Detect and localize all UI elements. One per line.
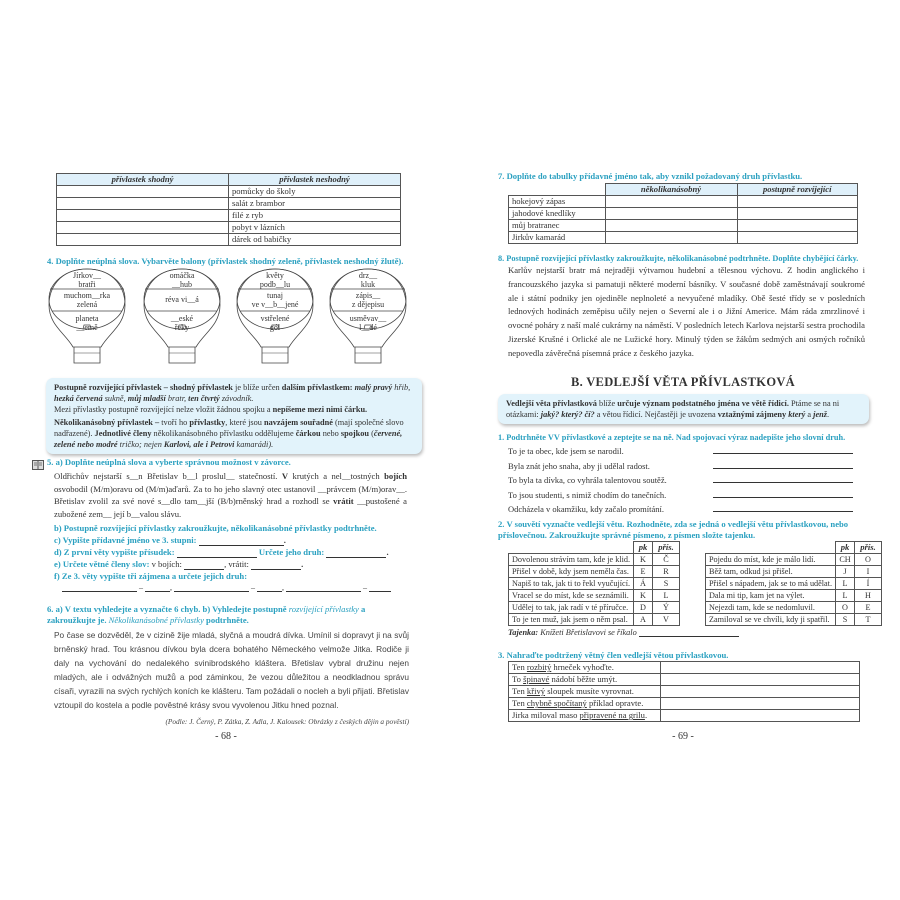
balloon-bottom-text — [47, 314, 127, 332]
attribute-table — [56, 173, 401, 246]
table-row — [706, 590, 882, 602]
answer-blank[interactable] — [251, 560, 301, 570]
task-5f: f) Ze 3. věty vypište tři zájmena a určete jejich druh: — [54, 571, 248, 581]
task-5c: c) Vypište přídavné jméno ve 3. stupni: . — [54, 535, 286, 545]
table-cell: filé z ryb — [229, 210, 401, 222]
balloon-line: drz__ — [358, 271, 378, 280]
adjective-table — [508, 183, 858, 244]
task-5-text: Oldřichův nejstarší s__n Břetislav b__l proslul__ statečností. V krutých a nel__tostných bojích osvobodil (M/m)oravu od (M/m)aďarů. Za to ho jeho slavný otec ustanovil __právcem (M/m)orav__. Břetislav zvolil za své nové s__dlo tam__jší (B/b)rněnský hrad a rozhodl se vrátit __pustošené a zubožené zem__ její b__valou slávu. — [54, 471, 408, 520]
answer-blank[interactable] — [713, 459, 853, 469]
info-box-clause: Vedlejší věta přívlastková blíže určuje význam podstatného jména ve větě řídicí. Ptáme se na ni otázkami: jaký? který? čí? a větou řídicí. Nejčastěji je uvozena vztažnými zájmeny který a jenž. — [498, 394, 869, 424]
letter-pris[interactable]: H — [855, 590, 882, 602]
table-row — [509, 686, 860, 698]
balloon-middle-text — [235, 291, 315, 309]
answer-blank[interactable] — [713, 488, 853, 498]
letter-pk[interactable]: D — [634, 602, 653, 614]
answer-blank[interactable] — [199, 536, 284, 546]
page-number-68: - 68 - — [215, 731, 237, 742]
task-8-text: Karlův nejstarší bratr má nejraději výtvarnou hudební a tělesnou výchovu. Z hodin anglického i francouzského jazyka si pamatuji některé moderní básníky. V současné době zaměstnávají soukromé ale i státní podniky jen ojediněle neplnoleté a nevyučené mladíky. Obě šesté třídy se v posledních lednových hodinách zeměpisu učily nejen o Severní ale i o Jižní Americe. Mám ráda zmrzlinové i ovocné poháry z naší malé cukrárny na náměstí. V posledních letech Karlova nejstarší sestra prochodila Jizerské Krušné i Orlické ale ne Lužické hory. Minulý týden se žákům sedmých ani osmých ročníků nepovedla závěrečná písemná práce z českého jazyka. — [508, 265, 865, 358]
table-cell: jahodové knedlíky — [509, 208, 606, 220]
task-1-sentences — [508, 444, 853, 517]
sentence: To je ta obec, kde jsem se narodil. — [508, 446, 624, 456]
sentence-cell: Přišel v době, kdy jsem neměla čas. — [509, 566, 634, 578]
table-row — [57, 210, 401, 222]
page-number-69: - 69 - — [672, 731, 694, 742]
balloon-line: Jírkov__ — [73, 271, 101, 280]
letter-pris[interactable]: S — [653, 578, 680, 590]
letter-pk[interactable]: K — [634, 590, 653, 602]
task-7-title: 7. Doplňte do tabulky přídavné jméno tak, aby vznikl požadovaný druh přívlastku. — [498, 171, 803, 181]
answer-cell[interactable] — [605, 220, 737, 232]
answer-cell[interactable] — [661, 674, 860, 686]
table-row — [509, 208, 858, 220]
header-shodny: přívlastek shodný — [57, 174, 229, 186]
info-paragraph-1: Postupně rozvíjející přívlastek – shodný přívlastek je blíže určen dalším přívlastkem: malý pravý hřib, hezká červená sukně, můj mladší bratr, ten čtvrtý závodník. — [54, 383, 411, 403]
sentence-cell: Ten rozbitý hrneček vyhoďte. — [509, 662, 661, 674]
replace-table — [508, 661, 860, 722]
answer-blank[interactable] — [286, 582, 361, 592]
sentence: Byla znát jeho snaha, aby ji udělal radost. — [508, 460, 650, 471]
answer-cell[interactable] — [661, 662, 860, 674]
header-neshodny: přívlastek neshodný — [229, 174, 401, 186]
table-row — [57, 222, 401, 234]
letter-pris[interactable]: O — [855, 554, 882, 566]
letter-pk[interactable]: A — [634, 614, 653, 626]
page-69 — [450, 0, 900, 900]
source-citation: (Podle: J. Černý, P. Zátka, Z. Adla, J. Kalousek: Obrázky z českých dějin a pověstí) — [165, 717, 409, 726]
sentence-cell: Běž tam, odkud jsi přišel. — [706, 566, 836, 578]
answer-blank[interactable] — [713, 473, 853, 483]
table-row — [509, 698, 860, 710]
balloon-line: __hub — [172, 280, 192, 289]
letter-pk[interactable]: Á — [634, 578, 653, 590]
list-item — [508, 488, 853, 503]
answer-cell[interactable] — [605, 196, 737, 208]
underlined-phrase: rozbitý — [526, 662, 552, 672]
table-row — [509, 590, 680, 602]
answer-blank[interactable] — [369, 582, 391, 592]
table-cell: můj bratranec — [509, 220, 606, 232]
table-row — [509, 674, 860, 686]
task-1-title: 1. Podtrhněte VV přívlastkové a zeptejte se na ně. Nad spojovací výraz nadepište jeho slovní druh. — [498, 433, 846, 442]
balloon-line: __emě — [76, 323, 98, 332]
task-5e: e) Určete větné členy slov: v bojích: , vrátit: . — [54, 559, 304, 569]
answer-blank[interactable] — [177, 548, 257, 558]
section-heading: B. VEDLEJŠÍ VĚTA PŘÍVLASTKOVÁ — [570, 375, 796, 389]
clause-table-left — [508, 541, 680, 626]
answer-blank[interactable] — [326, 548, 386, 558]
sentence: To byla ta dívka, co vyhrála talentovou soutěž. — [508, 475, 667, 485]
balloon-middle-text — [142, 295, 222, 304]
header-postupne: postupně rozvíjející — [737, 184, 858, 196]
balloon[interactable] — [47, 267, 127, 377]
balloon-top-text — [328, 271, 408, 289]
letter-pris[interactable]: T — [855, 614, 882, 626]
sentence: To jsou studenti, s nimiž chodím do tanečních. — [508, 489, 667, 500]
task-5f-blanks: – , – , – — [62, 582, 407, 592]
letter-pris[interactable]: Ý — [653, 602, 680, 614]
answer-blank[interactable] — [184, 560, 224, 570]
header-pk: pk — [836, 542, 855, 554]
info-paragraph-2: Mezi přívlastky postupně rozvíjející nelze vložit žádnou spojku a nepíšeme mezi nimi čárku. — [54, 405, 368, 414]
balloon-top-text — [142, 271, 222, 289]
table-row — [57, 198, 401, 210]
answer-blank[interactable] — [145, 582, 170, 592]
tajenka: Tajenka: Knížeti Břetislavovi se říkalo — [508, 627, 808, 637]
table-row — [509, 220, 858, 232]
balloon-line: vstřelené — [260, 314, 290, 323]
answer-cell[interactable] — [57, 186, 229, 198]
task-6-text: Po čase se dozvěděl, že v cizině žije mladá, slyčná a moudrá dívka. Umínil si dopravyt ji na svůj brněnský hrad. Tou krásnou dívkou byla dcera bohatého Německého velmože Jitka. Rodiče ji daly na vychování do nedalekého svinibrodského kláštera. Břetislav vybral družinu nejen mladých, ale i odvážných mužů a pod záminkou, že vezou důležitou a neodkladnou správu císaři, vyrazili na svých rychlých koních ke klášteru. Tam požádali o nocleh a byli přijati. Břetislav vztoupil do kostela a podle pověstné krásy svou vyvolenou Jitku hned poznal. — [54, 630, 409, 710]
table-header-row — [706, 542, 882, 554]
letter-pk[interactable]: E — [634, 566, 653, 578]
task-6-title: 6. a) V textu vyhledejte a vyznačte 6 chyb. b) Vyhledejte postupně rozvíjející přívlastky a zakroužkujte je. Několikanásobné přívlastky podtrhněte. — [47, 604, 366, 625]
task-3-title: 3. Nahraďte podtržený větný člen vedlejší větou přívlastkovou. — [498, 650, 729, 660]
header-pris: přís. — [653, 542, 680, 554]
table-cell: Jirkův kamarád — [509, 232, 606, 244]
balloon-line: z dějepisu — [351, 300, 385, 309]
table-row — [509, 554, 680, 566]
table-cell: pomůcky do školy — [229, 186, 401, 198]
task-5d: d) Z první věty vypište přísudek: Určete jeho druh: . — [54, 547, 389, 557]
table-row — [57, 234, 401, 246]
balloon-top-text — [47, 271, 127, 289]
balloon-line: l__dé — [359, 323, 377, 332]
table-row — [509, 662, 860, 674]
letter-pris[interactable]: Í — [855, 578, 882, 590]
empty-header — [509, 542, 634, 554]
letter-pris[interactable]: L — [653, 590, 680, 602]
sentence-cell: Vracel se do míst, kde se seznámili. — [509, 590, 634, 602]
balloon-line: bratři — [78, 280, 96, 289]
balloon-bottom-text — [328, 314, 408, 332]
sentence-cell: Dala mi tip, kam jet na výlet. — [706, 590, 836, 602]
sentence-cell: Přišel s nápadem, jak se to má udělat. — [706, 578, 836, 590]
answer-cell[interactable] — [57, 198, 229, 210]
answer-blank[interactable] — [713, 444, 853, 454]
answer-cell[interactable] — [737, 208, 858, 220]
balloon-line: __eské — [170, 314, 194, 323]
sentence-cell: To špinavé nádobí běžte umýt. — [509, 674, 661, 686]
sentence-cell: Ten křivý sloupek musíte vyrovnat. — [509, 686, 661, 698]
task-8-title: 8. Postupně rozvíjející přívlastky zakroužkujte, několikanásobné podtrhněte. Doplňte chybějící čárky. — [498, 254, 859, 263]
letter-pk[interactable]: L — [836, 590, 855, 602]
sentence-cell: Zamiloval se ve chvíli, kdy ji spatřil. — [706, 614, 836, 626]
letter-pris[interactable]: V — [653, 614, 680, 626]
list-item — [508, 444, 853, 459]
table-row — [509, 710, 860, 722]
table-row — [509, 602, 680, 614]
balloon-line: omáčka — [169, 271, 195, 280]
table-cell: hokejový zápas — [509, 196, 606, 208]
answer-cell[interactable] — [661, 710, 860, 722]
table-cell: salát z brambor — [229, 198, 401, 210]
task-5b: b) Postupně rozvíjející přívlastky zakroužkujte, několikanásobné přívlastky podtrhněte. — [54, 523, 377, 533]
sentence-cell: Napiš to tak, jak ti to řekl vyučující. — [509, 578, 634, 590]
sentence-cell: Nejezdi tam, kde se nedomluvil. — [706, 602, 836, 614]
table-row — [706, 566, 882, 578]
list-item — [508, 502, 853, 517]
underlined-phrase: špinavé — [523, 674, 550, 684]
letter-pk[interactable]: L — [836, 578, 855, 590]
balloon[interactable] — [142, 267, 222, 377]
balloon-line: květy — [266, 271, 284, 280]
balloon-line: planeta — [75, 314, 99, 323]
table-row — [509, 566, 680, 578]
sentence-cell: Jirka miloval maso připravené na grilu. — [509, 710, 661, 722]
info-paragraph-3: Několikanásobný přívlastek – tvoří ho přívlastky, které jsou navzájem souřadné (mají společné slovo nadřazené). Jednotlivé členy několikanásobného přívlastku oddělujeme čárkou nebo spojkou (červené, zelené nebo modré tričko; nejen Karlovi, ale i Petrovi kamarádi). — [54, 418, 404, 449]
balloon-bottom-text — [142, 314, 222, 332]
answer-blank[interactable] — [62, 582, 137, 592]
answer-cell[interactable] — [661, 698, 860, 710]
balloon-line: tunaj — [267, 291, 283, 300]
balloon-line: ve v__b__jené — [251, 300, 299, 309]
table-row — [706, 602, 882, 614]
header-pk: pk — [634, 542, 653, 554]
balloon-line: gól — [269, 323, 281, 332]
table-row — [509, 196, 858, 208]
balloon-line: muchom__rka — [63, 291, 111, 300]
sentence-cell: Ten chybně spočítaný příklad opravte. — [509, 698, 661, 710]
answer-cell[interactable] — [661, 686, 860, 698]
list-item — [508, 459, 853, 474]
balloon-middle-text — [47, 291, 127, 309]
underlined-phrase: chybně spočítaný — [526, 698, 587, 708]
balloon-line: řeky — [174, 323, 190, 332]
book-icon — [32, 457, 46, 467]
balloon-line: kluk — [360, 280, 376, 289]
clause-table-right — [705, 541, 882, 626]
balloon-line: zelená — [76, 300, 98, 309]
empty-header — [706, 542, 836, 554]
sentence: Odcházela v okamžiku, kdy začalo promítání. — [508, 504, 665, 514]
answer-cell[interactable] — [57, 234, 229, 246]
underlined-phrase: připravené na grilu — [579, 710, 645, 720]
letter-pris[interactable]: I — [855, 566, 882, 578]
answer-cell[interactable] — [57, 210, 229, 222]
sentence-cell: Udělej to tak, jak radí v té příručce. — [509, 602, 634, 614]
letter-pk[interactable]: J — [836, 566, 855, 578]
answer-cell[interactable] — [605, 232, 737, 244]
task-2-title: 2. V souvětí vyznačte vedlejší větu. Rozhodněte, zda se jedná o vedlejší větu přívlastkovou, nebo příslovečnou. Zakroužkujte správné písmeno, z písmen složte tajenku. — [498, 519, 849, 540]
answer-cell[interactable] — [737, 232, 858, 244]
underlined-phrase: křivý — [526, 686, 546, 696]
table-cell: dárek od babičky — [229, 234, 401, 246]
balloon-top-text — [235, 271, 315, 289]
letter-pk[interactable]: O — [836, 602, 855, 614]
balloon-middle-text — [328, 291, 408, 309]
answer-blank[interactable] — [257, 582, 282, 592]
balloon-line: podb__lu — [259, 280, 291, 289]
table-row — [509, 578, 680, 590]
balloon-line: usměvav__ — [349, 314, 387, 323]
table-row — [509, 614, 680, 626]
letter-pk[interactable]: K — [634, 554, 653, 566]
header-empty — [509, 184, 606, 196]
answer-cell[interactable] — [737, 220, 858, 232]
sentence-cell: To je ten muž, jak jsem o něm psal. — [509, 614, 634, 626]
table-row — [706, 578, 882, 590]
list-item — [508, 473, 853, 488]
balloon-line: zápis__ — [355, 291, 381, 300]
sentence-cell: Pojedu do míst, kde je málo lidí. — [706, 554, 836, 566]
answer-blank[interactable] — [174, 582, 249, 592]
task-4-title: 4. Doplňte neúplná slova. Vybarvěte balony (přívlastek shodný zeleně, přívlastek neshodný žlutě). — [47, 256, 404, 266]
balloon[interactable] — [328, 267, 408, 377]
table-row — [57, 186, 401, 198]
letter-pk[interactable]: CH — [836, 554, 855, 566]
balloon[interactable] — [235, 267, 315, 377]
letter-pk[interactable]: S — [836, 614, 855, 626]
letter-pris[interactable]: R — [653, 566, 680, 578]
header-pris: přís. — [855, 542, 882, 554]
answer-cell[interactable] — [737, 196, 858, 208]
table-row — [706, 554, 882, 566]
info-box-attributes — [46, 378, 422, 454]
answer-cell[interactable] — [605, 208, 737, 220]
task-5-title: 5. a) Doplňte neúplná slova a vyberte správnou možnost v závorce. — [47, 457, 291, 467]
balloon-line: réva vi__á — [165, 295, 199, 304]
balloon-bottom-text — [235, 314, 315, 332]
sentence-cell: Dovolenou strávím tam, kde je klid. — [509, 554, 634, 566]
table-row — [509, 232, 858, 244]
answer-blank[interactable] — [713, 502, 853, 512]
table-row — [706, 614, 882, 626]
tajenka-answer[interactable] — [639, 627, 739, 637]
header-nekolikanasobny: několikanásobný — [605, 184, 737, 196]
letter-pris[interactable]: Č — [653, 554, 680, 566]
table-header-row — [509, 542, 680, 554]
answer-cell[interactable] — [57, 222, 229, 234]
table-cell: pobyt v lázních — [229, 222, 401, 234]
letter-pris[interactable]: E — [855, 602, 882, 614]
